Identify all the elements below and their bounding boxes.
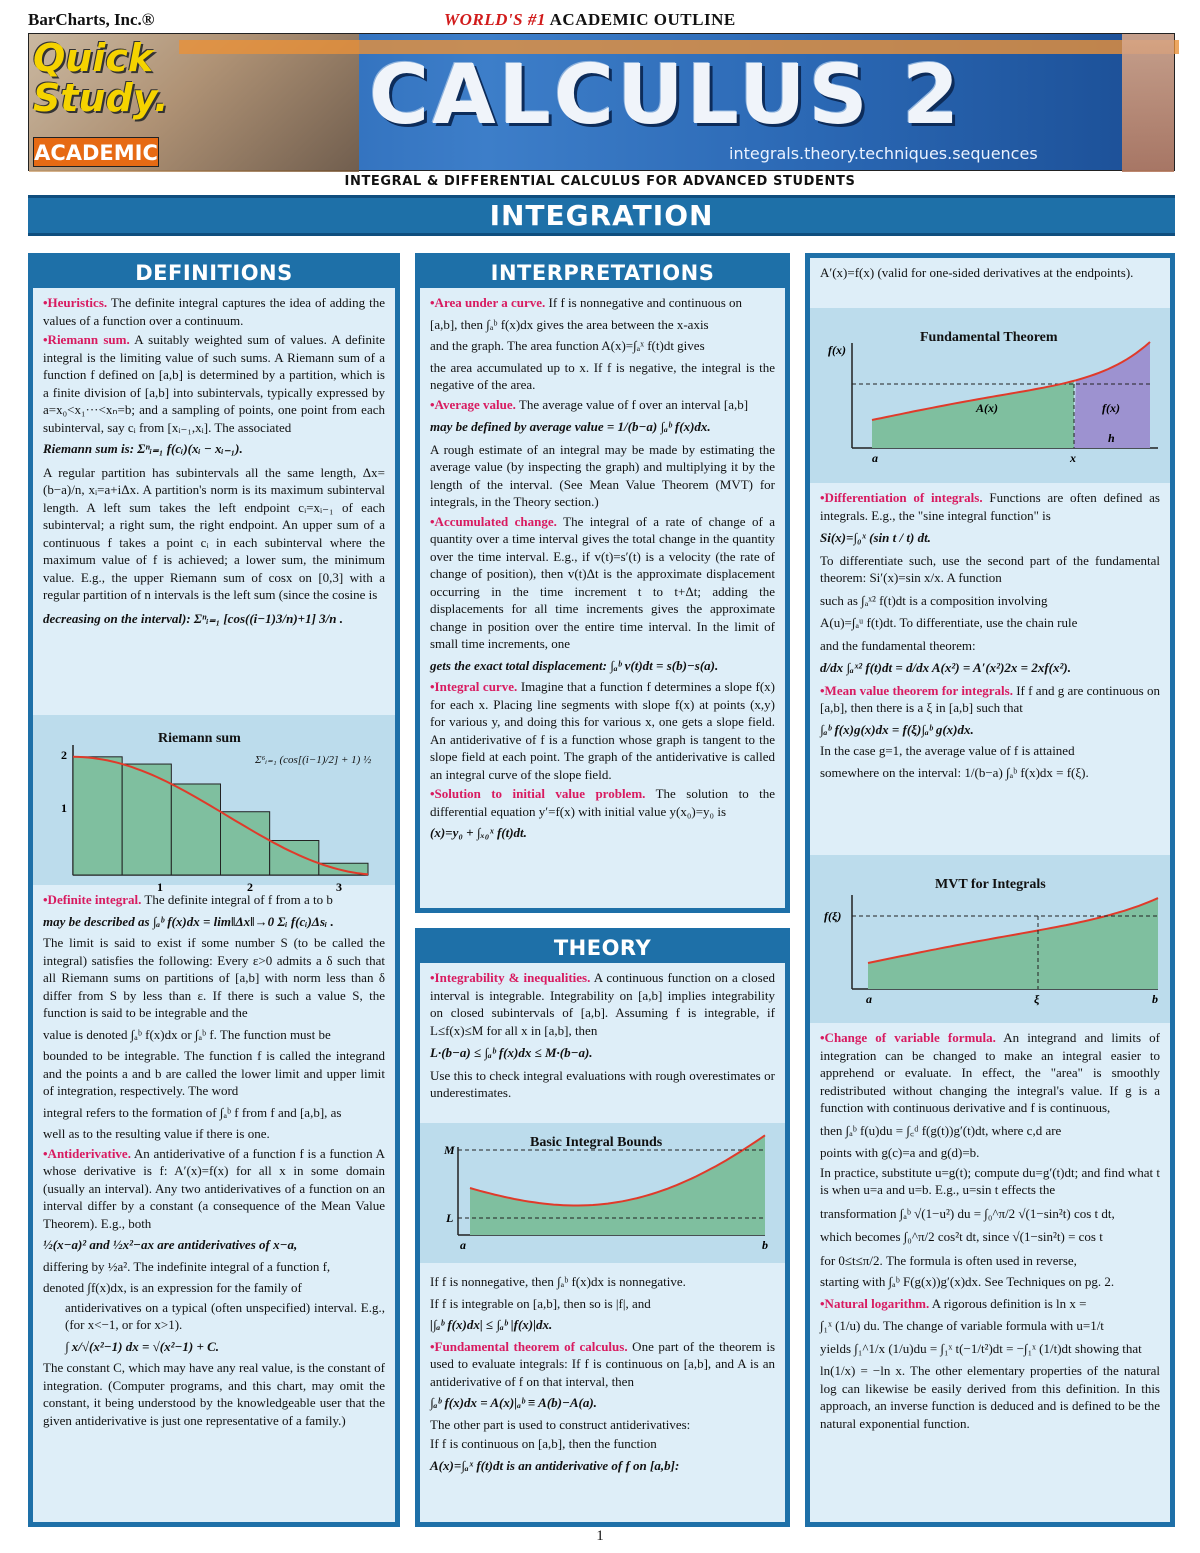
right-body-middle [810,483,1170,855]
natural-log-formula: ∫₁ˣ (1/u) du. The change of variable formula with u=1/t [820,1318,1104,1333]
and-text: and the fundamental theorem: [820,637,976,653]
antiderivative-formula: ∫ x/√(x²−1) dx = √(x²−1) + C. [65,1338,220,1354]
mean-value-text: If f and g are continuous on [a,b], then there is a ξ in [a,b] such that [820,682,1160,715]
label-L: L [446,1211,454,1225]
yields-text: yields ∫₁^1/x (1/u)du = ∫₁ˣ t(−1/t²)dt = −∫₁ˣ (1/t)dt showing that [820,1340,1142,1356]
label-fxi: f(ξ) [824,909,842,923]
term-heuristics: •Heuristics. [43,295,108,310]
term-differentiation: •Differentiation of integrals. [820,490,983,505]
term-change-of-variable: •Change of variable formula. [820,1030,996,1045]
riemann-formula: Riemann sum is: Σⁿᵢ₌₁ f(cᵢ)(xᵢ − xᵢ₋₁). [43,441,243,456]
bounded-text: bounded to be integrable. The function f is called the integrand and the points a and b are called the lower limit and upper limit of integration, respectively. The word [43,1048,385,1098]
theory-body-top [420,963,785,1123]
riemann-bar [73,757,122,875]
page-subheading: INTEGRAL & DIFFERENTIAL CALCULUS FOR ADVANCED STUDENTS [344,174,856,189]
upper-sum-formula: decreasing on the interval): Σⁿᵢ₌₁ [cos((i−1)3/n)+1] 3/n . [43,610,343,626]
term-natural-logarithm: •Natural logarithm. [820,1295,930,1311]
y-tick-1: 1 [61,801,67,815]
mvt-area [868,898,1158,989]
term-initial-value: •Solution to initial value problem. [430,786,646,801]
use-text: Use this to check integral evaluations with rough overestimates or underestimates. [430,1067,775,1100]
term-antiderivative: •Antiderivative. [43,1145,131,1161]
interpretations-panel [415,253,790,913]
term-integral-curve: •Integral curve. [430,679,518,694]
interpretations-body [420,288,785,908]
theory-heading: THEORY [420,933,785,963]
x-tick-2: 2 [247,880,253,894]
theory-panel [415,928,790,1527]
mvt-figure [810,855,1170,1023]
definitions-body-bottom [33,885,395,1522]
integrability-text: A continuous function on a closed interval is integrable. Integrability on [a,b] implies integrability on closed subintervals of [a,b]. Assuming f is integrable, if L≤f(x)≤M for all x in [a,b], then [430,970,775,1038]
well-text: well as to the resulting value if there is one. [43,1126,270,1141]
nonnegative-text: If f is nonnegative, then ∫ₐᵇ f(x)dx is nonnegative. [430,1274,686,1289]
continuous-text: If f is continuous on [a,b], then the function [430,1436,657,1451]
riemann-sum-figure [33,715,395,894]
limit-text: The limit is said to exist if some number S (to be called the integral) satisfies the following: Every ε>0 admits a δ such that all Riemann sums on partitions of [a,b] with norm less than δ differ from S by less than ε. If there is such a value S, the function is said to be integrable and the [43,935,385,1020]
area-text-1: If f is nonnegative and continuous on [545,295,743,310]
absolute-formula: |∫ₐᵇ f(x)dx| ≤ ∫ₐᵇ |f(x)|dx. [430,1317,553,1332]
antiderivative-text: An antiderivative of a function f is a function A whose derivative is f: A′(x)=f(x) for all x in some domain (usually an interval). Any two antiderivatives of a function on an interval differ by a constant (a consequence of the Mean Value Theorem). E.g., both [43,1145,385,1231]
logo-word-quick: Quick [33,36,154,80]
ftc-figure-title: Fundamental Theorem [920,330,1058,345]
right-body-bottom [810,1023,1170,1522]
label-x: x [1070,451,1076,465]
differing-text: differing by ½a². The indefinite integral of a function f, [43,1258,331,1274]
Au-text: A(u)=∫ₐᵘ f(t)dt. To differentiate, use the chain rule [820,615,1078,630]
label-a: a [872,451,878,465]
initial-value-formula: (x)=y₀ + ∫ₓ₀ˣ f(t)dt. [430,825,527,840]
logo-word-study: Study. [33,76,169,120]
term-accumulated-change: •Accumulated change. [430,513,557,529]
average-text-1: The average value of f over an interval [a,b] [515,396,749,412]
denoted-text: value is denoted ∫ₐᵇ f(x)dx or ∫ₐᵇ f. The function must be [43,1026,331,1042]
page-title: CALCULUS 2 [369,48,963,143]
label-M: M [444,1143,455,1157]
average-text-2: A rough estimate of an integral may be made by estimating the average value (by inspecting the graph) and multiplying it by the length of the interval. (See Mean Value Theorem (MVT) for integrals, in the Theory section.) [430,441,775,509]
riemann-text: A suitably weighted sum of values. A definite integral is the limiting value of such sums. A Riemann sum of a function f defined on [a,b] is determined by a partition, which is a finite division of [a,b] into subintervals, typically expressed by a=x₀<x₁···<xₙ=b; and a sampling of points, one point from each subinterval, say cᵢ from [xᵢ₋₁,xᵢ]. The associated [43,332,385,435]
label-fx: f(x) [828,343,846,357]
theory-body-bottom [420,1263,785,1522]
label-h: h [1108,431,1115,445]
term-riemann-sum: •Riemann sum. [43,332,130,347]
label-b: b [762,1238,768,1252]
right-body-top [810,258,1170,308]
displacement-formula: gets the exact total displacement: ∫ₐᵇ v(t)dt = s(b)−s(a). [430,657,719,673]
inequality-formula: L·(b−a) ≤ ∫ₐᵇ f(x)dx ≤ M·(b−a). [430,1045,593,1060]
term-integrability: •Integrability & inequalities. [430,970,591,985]
area-text-3: and the graph. The area function A(x)=∫ₐˣ f(t)dt gives [430,338,705,353]
heuristics-text: The definite integral captures the idea of adding the values of a function over a continuum. [43,295,385,328]
integral-curve-text: Imagine that a function f determines a slope f(x) for each x. Placing line segments with slope f(x) at points (x,y) for various y, and doing this for various x, one gets a slope field. An antiderivative of f is a function whose graph is tangent to the slope field at each point. The graph of the antiderivative is called an integral curve of the slope field. [430,679,775,782]
differentiation-text-2: To differentiate such, use the second part of the fundamental theorem: Si′(x)=sin x/x. A function [820,552,1160,585]
bounds-figure-title: Basic Integral Bounds [530,1135,663,1150]
definitions-body-top [33,288,395,715]
other-part-text: The other part is used to construct antiderivatives: [430,1416,691,1432]
term-area-under-curve: •Area under a curve. [430,295,546,310]
riemann-figure-title: Riemann sum [158,731,241,746]
area-text-4: the area accumulated up to x. If f is negative, the integral is the negative of the area. [430,359,775,392]
change-of-variable-text: An integrand and limits of integration can be changed to make an integral easier to apprehend or evaluate. In effect, the "area" is smoothly redistributed without changing the integral's value. If g is a function with continuous derivative and f is continuous, [820,1030,1160,1115]
accumulated-text: The integral of a rate of change of a quantity over a time interval gives the total change in the quantity over the time interval. E.g., if v(t)=s′(t) is a velocity (the rate of change of position), then v(t)Δt is the approximate displacement occurring in the time increment t to t+Δt; adding the displacements for all time increments gives the approximate change in position over the entire time interval. In the limit of small time increments, one [430,513,775,651]
label-a: a [460,1238,466,1252]
ftc-chart [810,308,1170,483]
title-banner [28,33,1175,171]
case-text: In the case g=1, the average value of f is attained [820,743,1075,758]
sine-integral-formula: Si(x)=∫₀ˣ (sin t / t) dt. [820,530,931,545]
label-fx-strip: f(x) [1102,401,1120,415]
antiderivative-example: ½(x−a)² and ½x²−ax are antiderivatives of x−a, [43,1237,298,1252]
right-column-panel [805,253,1175,1527]
differentiation-text: Functions are often defined as integrals. E.g., the "sine integral function" is [820,490,1160,523]
x-tick-3: 3 [336,880,342,894]
riemann-sum-chart [33,715,395,894]
interpretations-heading: INTERPRETATIONS [420,258,785,288]
antiderivative-typical-text: antiderivatives on a typical (often unspecified) interval. E.g., (for x<−1, or for x>1). [65,1299,385,1332]
mvt-chart [810,855,1170,1023]
chain-rule-formula: d/dx ∫ₐˣ² f(t)dt = d/dx A(x²) = A′(x²)2x = 2xf(x²). [820,660,1071,675]
average-formula: may be defined by average value = 1/(b−a) ∫ₐᵇ f(x)dx. [430,419,711,434]
definitions-panel [28,253,400,1527]
becomes-text: which becomes ∫₀^π/2 cos²t dt, since √(1−sin²t) = cos t [820,1229,1103,1244]
construct-formula: A(x)=∫ₐˣ f(t)dt is an antiderivative of f on [a,b]: [430,1457,680,1473]
mvt-figure-title: MVT for Integrals [935,877,1046,892]
label-xi: ξ [1034,992,1040,1006]
fundamental-theorem-figure [810,308,1170,483]
starting-text: starting with ∫ₐᵇ F(g(x))g′(x)dx. See Techniques on pg. 2. [820,1274,1115,1289]
continuation-text: A′(x)=f(x) (valid for one-sided derivatives at the endpoints). [820,265,1134,280]
regular-partition-text: A regular partition has subintervals all the same length, Δx=(b−a)/n, xᵢ=a+iΔx. A partition's norm is its maximum subinterval length. A left sum takes the left endpoint cᵢ=xᵢ₋₁ of each subinterval; a right sum, the right endpoint. An upper sum of a continuous f takes a point cᵢ in each subinterval where the maximum value of f is achieved; a lower sum, the minimum value. E.g., the upper Riemann sum of cosx on [0,3] with a regular partition of n intervals is the left sum (since the cosine is [43,464,385,602]
change-of-variable-formula: then ∫ₐᵇ f(u)du = ∫꜀ᵈ f(g(t))g′(t)dt, where c,d are [820,1122,1062,1138]
term-ftc: •Fundamental theorem of calculus. [430,1338,628,1354]
definite-formula: may be described as ∫ₐᵇ f(x)dx = lim‖Δx‖→0 Σᵢ f(cᵢ)Δsᵢ . [43,913,334,929]
transformation-text: transformation ∫ₐᵇ √(1−u²) du = ∫₀^π/2 √(1−sin²t) cos t dt, [820,1205,1115,1221]
tagline [444,10,736,30]
denoted2-text: denoted ∫f(x)dx, is an expression for the family of [43,1280,302,1295]
bounds-chart [420,1123,785,1263]
term-definite-integral: •Definite integral. [43,892,142,907]
for-text: for 0≤t≤π/2. The formula is often used in reverse, [820,1252,1077,1268]
integral-word-text: integral refers to the formation of ∫ₐᵇ f from f and [a,b], as [43,1104,342,1120]
definite-text: The definite integral of f from a to b [141,892,333,907]
mean-value-formula: ∫ₐᵇ f(x)g(x)dx = f(ξ)∫ₐᵇ g(x)dx. [820,721,974,737]
ftc-text: One part of the theorem is used to evaluate integrals: If f is continuous on [a,b], and A is an antiderivative of f on that interval, then [430,1338,776,1389]
publisher-name: BarCharts, Inc.® [28,10,155,29]
area-text-2: [a,b], then ∫ₐᵇ f(x)dx gives the area between the x-axis [430,316,709,332]
definitions-heading: DEFINITIONS [33,258,395,288]
ftc-formula: ∫ₐᵇ f(x)dx = A(x)|ₐᵇ ≡ A(b)−A(a). [430,1395,597,1410]
such-as-text: such as ∫ₐˣ² f(t)dt is a composition involving [820,592,1048,608]
riemann-bar [270,840,319,875]
y-tick-2: 2 [61,748,67,762]
label-a: a [866,992,872,1006]
riemann-bar [221,812,270,875]
bounds-figure [420,1123,785,1263]
points-text: points with g(c)=a and g(d)=b. [820,1145,980,1160]
label-b: b [1152,992,1158,1006]
tagline-highlight: WORLD'S #1 [444,10,546,29]
natural-log-text: A rigorous definition is ln x = [929,1295,1087,1311]
constant-text: The constant C, which may have any real value, is the constant of integration. (Computer programs, and this chart, may omit the constant, it being understood by the knowledgeable user that the given antiderivative is just one representative of a family.) [43,1360,385,1428]
banner-photo-right [1122,34,1174,172]
somewhere-text: somewhere on the interval: 1/(b−a) ∫ₐᵇ f(x)dx = f(ξ). [820,764,1089,780]
x-tick-1: 1 [157,880,163,894]
integrable-text: If f is integrable on [a,b], then so is |f|, and [430,1295,651,1311]
section-title: INTEGRATION [28,195,1175,236]
banner-subtitle: integrals.theory.techniques.sequences [729,144,1038,163]
label-Ax: A(x) [976,401,998,415]
term-mean-value: •Mean value theorem for integrals. [820,682,1013,698]
practice-text: In practice, substitute u=g(t); compute du=g′(t)dt; and find what t is when u=a and u=b. E.g., u=sin t effects the [820,1164,1160,1197]
logo-academic-badge: ACADEMIC [33,137,159,167]
riemann-figure-formula: Σ⁶ᵢ₌₁ (cos[(i−1)/2] + 1) ½ [255,754,372,766]
ln-text: ln(1/x) = −ln x. The other elementary properties of the natural log can likewise be easily derived from this definition. In this approach, an inverse function is deduced and is defined to be the natural exponential function. [820,1363,1160,1431]
term-average-value: •Average value. [430,396,516,412]
initial-value-text: The solution to the differential equation y′=f(x) with initial value y(x₀)=y₀ is [430,786,775,819]
tagline-rest: ACADEMIC OUTLINE [545,10,736,29]
page-number: 1 [596,1528,604,1544]
